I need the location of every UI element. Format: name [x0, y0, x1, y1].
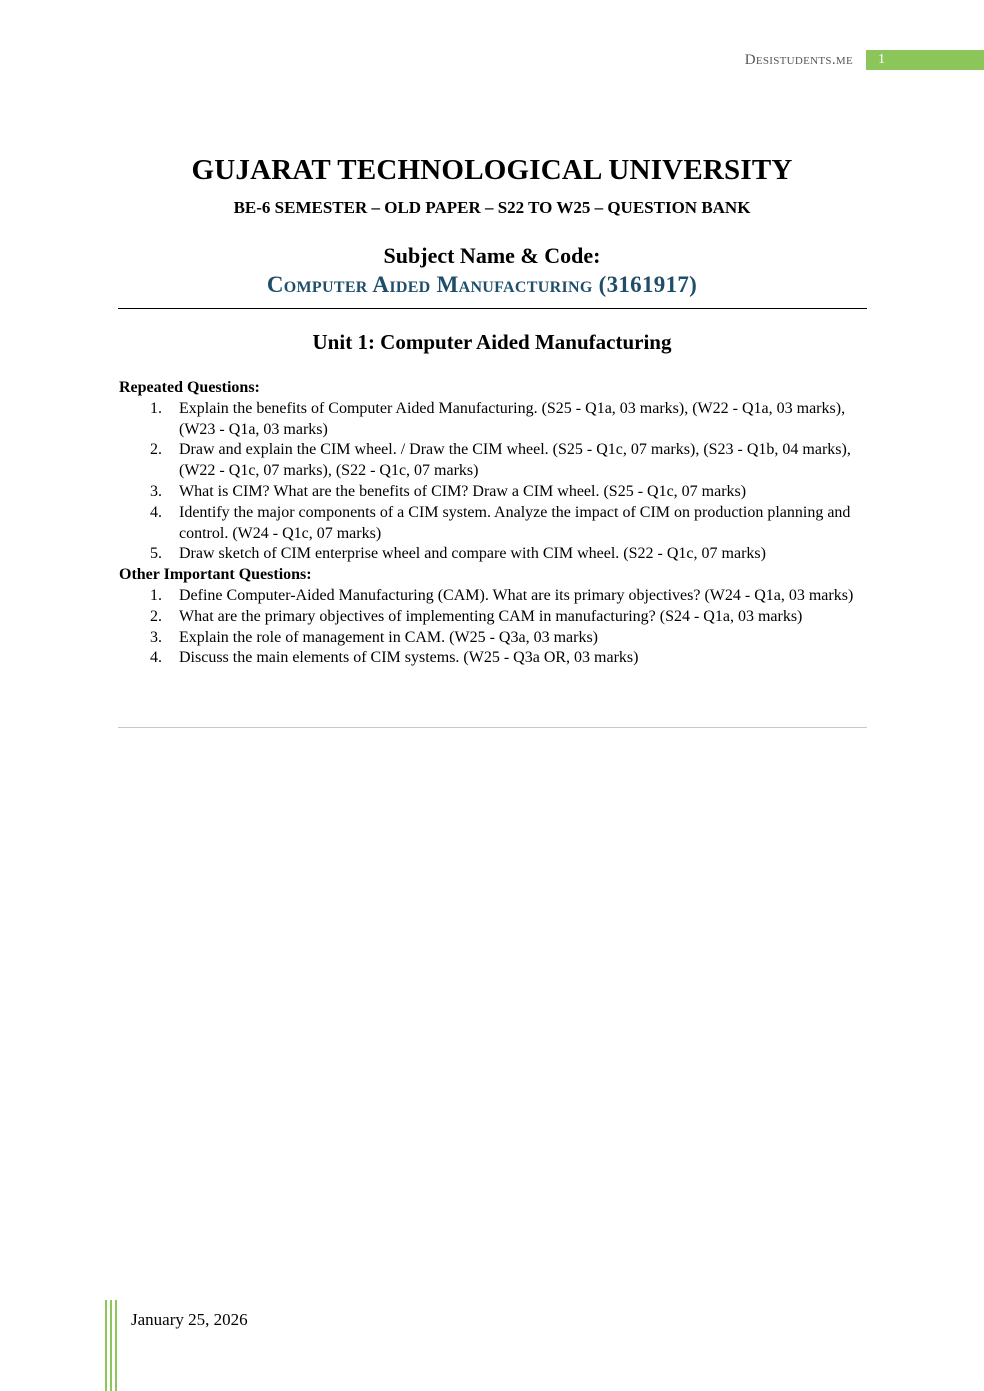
question-number: 2. [150, 607, 162, 625]
subject-name: Computer Aided Manufacturing (3161917) [266, 272, 698, 297]
list-item [119, 482, 867, 503]
question-text: Explain the benefits of Computer Aided Manufacturing. (S25 - Q1a, 03 marks), (W22 - Q1a, 03 marks), (W23 - Q1a, 03 marks) [179, 399, 846, 438]
page-number-badge: 1 [866, 50, 984, 70]
question-number: 2. [150, 441, 162, 459]
list-item [119, 607, 867, 628]
list-item [119, 628, 867, 649]
repeated-questions-list [119, 399, 867, 565]
university-title: GUJARAT TECHNOLOGICAL UNIVERSITY [191, 154, 793, 186]
question-text: What are the primary objectives of implementing CAM in manufacturing? (S24 - Q1a, 03 marks) [179, 607, 803, 625]
question-number: 5. [150, 545, 162, 563]
question-number: 3. [150, 482, 162, 500]
question-text: Draw and explain the CIM wheel. / Draw the CIM wheel. (S25 - Q1c, 07 marks), (S23 - Q1b, 04 marks), (W22 - Q1c, 07 marks), (S22 - Q1c, 07 marks) [179, 441, 851, 480]
question-number: 3. [150, 628, 162, 646]
question-number: 4. [150, 649, 162, 667]
question-text: What is CIM? What are the benefits of CIM? Draw a CIM wheel. (S25 - Q1c, 07 marks) [179, 482, 747, 500]
list-item [119, 440, 867, 482]
footer-bar [115, 1300, 117, 1391]
unit-title: Unit 1: Computer Aided Manufacturing [312, 330, 672, 354]
question-content [119, 378, 867, 669]
list-item [119, 503, 867, 545]
content-end-divider [118, 727, 867, 728]
question-text: Identify the major components of a CIM system. Analyze the impact of CIM on production planning and control. (W24 - Q1c, 07 marks) [179, 503, 851, 542]
site-name: Desistudents.me [744, 52, 853, 68]
list-item [119, 648, 867, 669]
section-heading-other: Other Important Questions: [119, 566, 312, 584]
paper-subtitle: BE-6 SEMESTER – OLD PAPER – S22 TO W25 – QUESTION BANK [233, 198, 751, 217]
question-text: Draw sketch of CIM enterprise wheel and compare with CIM wheel. (S22 - Q1c, 07 marks) [179, 545, 766, 563]
question-text: Explain the role of management in CAM. (W25 - Q3a, 03 marks) [179, 628, 598, 646]
question-text: Define Computer-Aided Manufacturing (CAM). What are its primary objectives? (W24 - Q1a, 03 marks) [179, 586, 854, 604]
list-item [119, 586, 867, 607]
footer-bar [105, 1300, 107, 1391]
section-heading-repeated: Repeated Questions: [119, 379, 260, 396]
question-text: Discuss the main elements of CIM systems. (W25 - Q3a OR, 03 marks) [179, 649, 639, 667]
question-number: 1. [150, 586, 162, 604]
question-number: 4. [150, 503, 162, 521]
subject-label: Subject Name & Code: [383, 243, 601, 268]
list-item [119, 544, 867, 565]
list-item [119, 399, 867, 441]
other-questions-list [119, 586, 867, 669]
question-number: 1. [150, 399, 162, 417]
footer-date: January 25, 2026 [131, 1310, 248, 1329]
title-divider [118, 308, 867, 309]
footer-bar [110, 1300, 112, 1391]
